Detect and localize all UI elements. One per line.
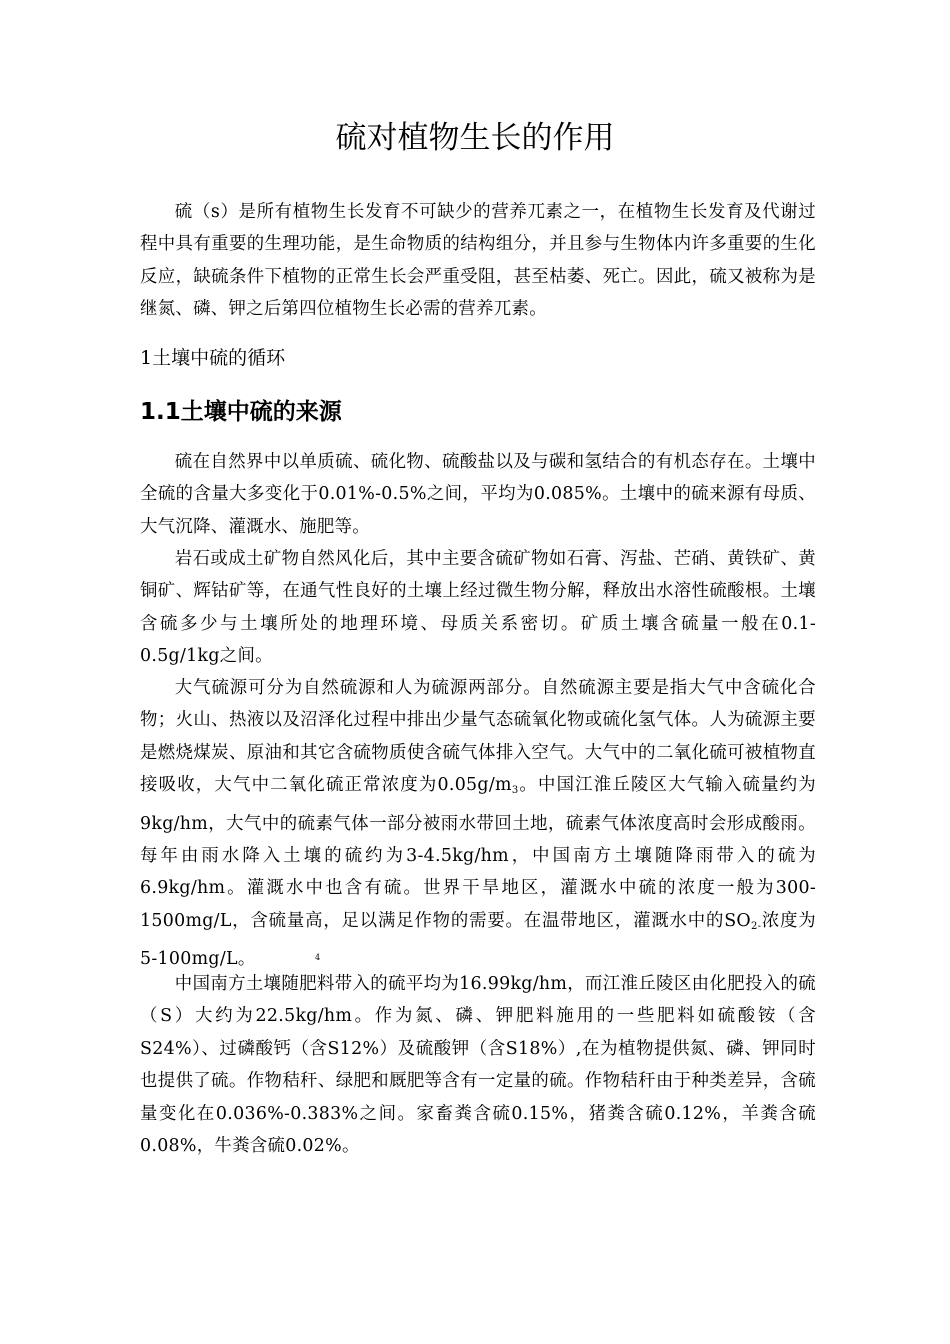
subscript-2-minus: 2- [750,920,762,932]
atmos-text-part2: 。中国江淮丘陵区大气输入硫量约为9kg/hm，大气中的硫素气体一部分被雨水带回土地，硫素气体浓度高时会形成酸雨。每年由雨水降入土壤的硫约为3-4.5kg/hm，中国南方土壤随降雨带入的硫为6.9kg/hm。灌溉水中也含有硫。世界干旱地区，灌溉水中硫的浓度一般为300-1500mg/L，含硫量高，足以满足作物的需要。在温带地区，灌溉水中的SO [140,775,816,931]
stray-subscript-digit: 4 [315,953,321,962]
body-paragraph-rock-weathering: 岩石或成土矿物自然风化后，其中主要含硫矿物如石膏、泻盐、芒硝、黄铁矿、黄铜矿、辉钴矿等，在通气性良好的土壤上经过微生物分解，释放出水溶性硫酸根。土壤含硫多少与土壤所处的地理环境、母质关系密切。矿质土壤含硫量一般在0.1-0.5g/1kg之间。 [140,549,816,667]
section-heading: 1土壤中硫的循环 [140,347,286,369]
body-paragraph-atmospheric-sulfur [140,672,816,976]
body-paragraph-fertilizer-sulfur: 中国南方土壤随肥料带入的硫平均为16.99kg/hm，而江淮丘陵区由化肥投入的硫（S）大约为22.5kg/hm。作为氮、磷、钾肥料施用的一些肥料如硫酸铵（含S24%）、过磷酸钙（含S12%）及硫酸钾（含S18%）,在为植物提供氮、磷、钾同时也提供了硫。作物秸秆、绿肥和厩肥等含有一定量的硫。作物秸秆由于种类差异，含硫量变化在0.036%-0.383%之间。家畜粪含硫0.15%，猪粪含硫0.12%，羊粪含硫0.08%，牛粪含硫0.02%。 [140,974,816,1157]
atmos-text-part1: 大气硫源可分为自然硫源和人为硫源两部分。自然硫源主要是指大气中含硫化合物；火山、热液以及沼泽化过程中排出少量气态硫氧化物或硫化氢气体。人为硫源主要是燃烧煤炭、原油和其它含硫物质使含硫气体排入空气。大气中的二氧化硫可被植物直接吸收，大气中二氧化硫正常浓度为0.05g/m [140,678,816,796]
intro-paragraph: 硫（s）是所有植物生长发育不可缺少的营养兀素之一，在植物生长发育及代谢过程中具有重要的生理功能，是生命物质的结构组分，并且参与生物体内许多重要的生化反应，缺硫条件下植物的正常生长会严重受阻，甚至枯萎、死亡。因此，硫又被称为是继氮、磷、钾之后第四位植物生长必需的营养兀素。 [140,202,816,320]
atmos-text-part3: 浓度为5-100mg/L。 [140,910,816,970]
superscript-3: 3 [511,785,519,797]
document-title: 硫对植物生长的作用 [335,120,615,156]
subsection-heading: 1.1土壤中硫的来源 [140,399,342,425]
body-paragraph-sulfur-forms: 硫在自然界中以单质硫、硫化物、硫酸盐以及与碳和氢结合的有机态存在。土壤中全硫的含量大多变化于0.01%-0.5%之间，平均为0.085%。土壤中的硫来源有母质、大气沉降、灌溉水、施肥等。 [140,452,816,537]
